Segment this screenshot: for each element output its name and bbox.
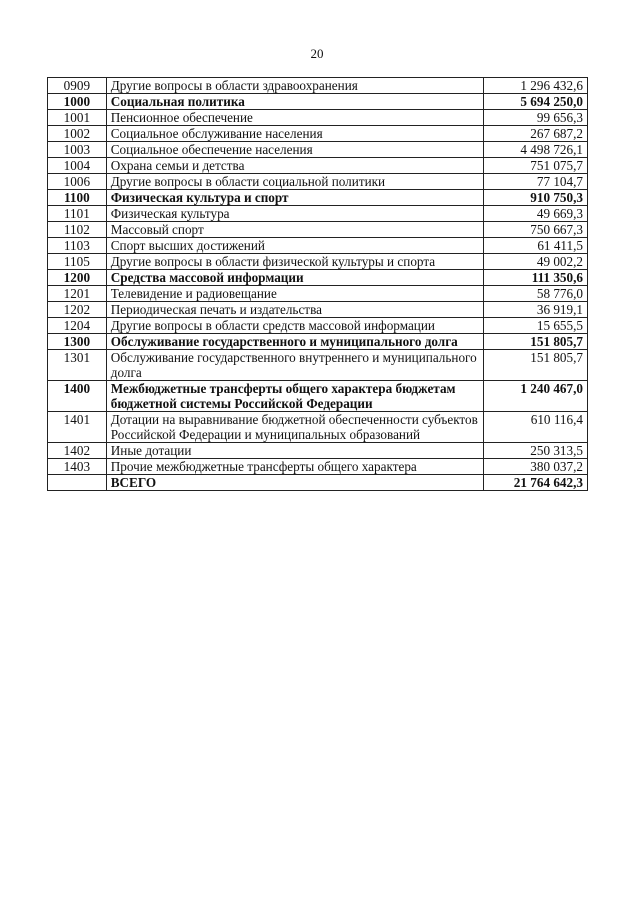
row-code: 1003 bbox=[48, 142, 107, 158]
row-code: 0909 bbox=[48, 78, 107, 94]
row-code: 1105 bbox=[48, 254, 107, 270]
row-code: 1002 bbox=[48, 126, 107, 142]
row-code: 1201 bbox=[48, 286, 107, 302]
row-name: Другие вопросы в области социальной политики bbox=[106, 174, 483, 190]
row-name: Пенсионное обеспечение bbox=[106, 110, 483, 126]
row-amount: 77 104,7 bbox=[483, 174, 587, 190]
total-label: ВСЕГО bbox=[106, 475, 483, 491]
table-row bbox=[48, 254, 588, 270]
row-amount: 99 656,3 bbox=[483, 110, 587, 126]
table-row bbox=[48, 142, 588, 158]
table-row bbox=[48, 443, 588, 459]
table-row bbox=[48, 78, 588, 94]
row-name: Периодическая печать и издательства bbox=[106, 302, 483, 318]
row-code: 1401 bbox=[48, 412, 107, 443]
budget-table bbox=[47, 77, 588, 491]
row-amount: 1 296 432,6 bbox=[483, 78, 587, 94]
row-amount: 5 694 250,0 bbox=[483, 94, 587, 110]
row-amount: 267 687,2 bbox=[483, 126, 587, 142]
table-row bbox=[48, 302, 588, 318]
row-name: Средства массовой информации bbox=[106, 270, 483, 286]
table-row bbox=[48, 459, 588, 475]
row-amount: 15 655,5 bbox=[483, 318, 587, 334]
row-name: Другие вопросы в области средств массовой информации bbox=[106, 318, 483, 334]
table-row bbox=[48, 350, 588, 381]
table-row bbox=[48, 222, 588, 238]
row-code: 1001 bbox=[48, 110, 107, 126]
total-amount: 21 764 642,3 bbox=[483, 475, 587, 491]
row-name: Телевидение и радиовещание bbox=[106, 286, 483, 302]
row-name: Межбюджетные трансферты общего характера бюджетам бюджетной системы Российской Федерации bbox=[106, 381, 483, 412]
table-row bbox=[48, 206, 588, 222]
row-code: 1400 bbox=[48, 381, 107, 412]
row-amount: 250 313,5 bbox=[483, 443, 587, 459]
row-code: 1101 bbox=[48, 206, 107, 222]
row-amount: 610 116,4 bbox=[483, 412, 587, 443]
row-code: 1204 bbox=[48, 318, 107, 334]
table-row bbox=[48, 412, 588, 443]
table-row bbox=[48, 158, 588, 174]
row-name: Физическая культура bbox=[106, 206, 483, 222]
row-amount: 750 667,3 bbox=[483, 222, 587, 238]
row-amount: 751 075,7 bbox=[483, 158, 587, 174]
row-name: Охрана семьи и детства bbox=[106, 158, 483, 174]
row-name: Обслуживание государственного и муниципального долга bbox=[106, 334, 483, 350]
row-name: Социальная политика bbox=[106, 94, 483, 110]
table-row bbox=[48, 174, 588, 190]
row-code: 1300 bbox=[48, 334, 107, 350]
row-code: 1103 bbox=[48, 238, 107, 254]
row-amount: 910 750,3 bbox=[483, 190, 587, 206]
row-name: Прочие межбюджетные трансферты общего характера bbox=[106, 459, 483, 475]
total-row bbox=[48, 475, 588, 491]
table-row bbox=[48, 318, 588, 334]
row-code: 1301 bbox=[48, 350, 107, 381]
table-row bbox=[48, 381, 588, 412]
row-amount: 151 805,7 bbox=[483, 350, 587, 381]
row-amount: 49 002,2 bbox=[483, 254, 587, 270]
row-amount: 151 805,7 bbox=[483, 334, 587, 350]
page-number: 20 bbox=[310, 46, 324, 61]
row-amount: 380 037,2 bbox=[483, 459, 587, 475]
row-name: Другие вопросы в области здравоохранения bbox=[106, 78, 483, 94]
table-row bbox=[48, 190, 588, 206]
row-code: 1006 bbox=[48, 174, 107, 190]
row-name: Физическая культура и спорт bbox=[106, 190, 483, 206]
row-name: Социальное обслуживание населения bbox=[106, 126, 483, 142]
row-name: Спорт высших достижений bbox=[106, 238, 483, 254]
row-name: Иные дотации bbox=[106, 443, 483, 459]
row-amount: 111 350,6 bbox=[483, 270, 587, 286]
row-amount: 49 669,3 bbox=[483, 206, 587, 222]
row-code: 1100 bbox=[48, 190, 107, 206]
row-name: Социальное обеспечение населения bbox=[106, 142, 483, 158]
row-amount: 4 498 726,1 bbox=[483, 142, 587, 158]
row-name: Обслуживание государственного внутреннего и муниципального долга bbox=[106, 350, 483, 381]
row-name: Другие вопросы в области физической культуры и спорта bbox=[106, 254, 483, 270]
row-code: 1004 bbox=[48, 158, 107, 174]
table-row bbox=[48, 126, 588, 142]
row-code: 1403 bbox=[48, 459, 107, 475]
table-row bbox=[48, 270, 588, 286]
budget-table-body bbox=[48, 78, 588, 491]
row-amount: 36 919,1 bbox=[483, 302, 587, 318]
row-code: 1202 bbox=[48, 302, 107, 318]
total-code bbox=[48, 475, 107, 491]
row-code: 1200 bbox=[48, 270, 107, 286]
row-name: Массовый спорт bbox=[106, 222, 483, 238]
table-row bbox=[48, 286, 588, 302]
table-row bbox=[48, 334, 588, 350]
row-name: Дотации на выравнивание бюджетной обеспеченности субъектов Российской Федерации и муниципальных образований bbox=[106, 412, 483, 443]
row-code: 1102 bbox=[48, 222, 107, 238]
table-row bbox=[48, 110, 588, 126]
table-row bbox=[48, 94, 588, 110]
row-amount: 61 411,5 bbox=[483, 238, 587, 254]
row-amount: 58 776,0 bbox=[483, 286, 587, 302]
table-row bbox=[48, 238, 588, 254]
row-amount: 1 240 467,0 bbox=[483, 381, 587, 412]
row-code: 1402 bbox=[48, 443, 107, 459]
row-code: 1000 bbox=[48, 94, 107, 110]
